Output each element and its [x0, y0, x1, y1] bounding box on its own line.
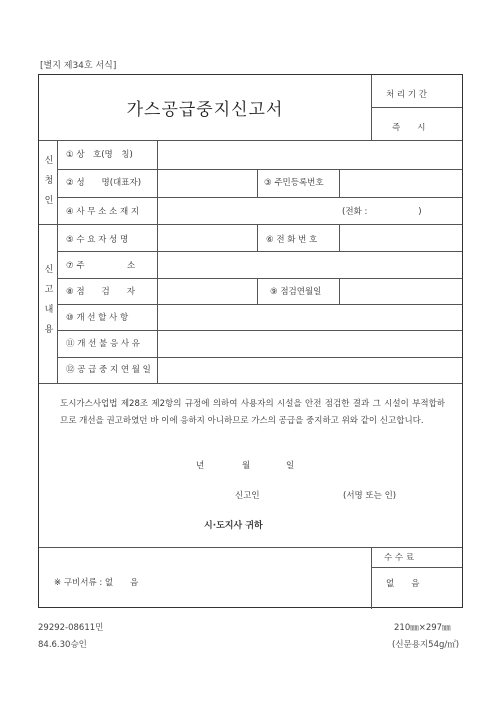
attachments-label: ※ 구비서류 : 없 음 [54, 578, 139, 588]
form-title: 가스공급중지신고서 [126, 100, 284, 120]
signature-hint: (서명 또는 인) [343, 491, 397, 501]
addressee: 시·도지사 귀하 [204, 521, 263, 531]
signature-label: 신고인 [235, 491, 260, 501]
improvements-label: ⑩ 개 선 할 사 항 [66, 313, 129, 323]
fee-label: 수 수 료 [384, 553, 415, 563]
content-section-label: 신고내용 [44, 265, 54, 335]
name-label: ② 성 명(대표자) [66, 178, 142, 188]
processing-period-value: 즉 시 [392, 123, 426, 133]
processing-period-label: 처 리 기 간 [386, 90, 427, 100]
address-label: ⑦ 주 소 [66, 261, 136, 271]
inspector-label: ⑧ 점 검 자 [66, 287, 135, 297]
footer-paper: (신문용지54g/㎡) [392, 640, 460, 650]
footer-code: 29292-08611민 [38, 623, 104, 633]
phone-label: ⑥ 전 화 번 호 [266, 235, 318, 245]
footer-size: 210㎜×297㎜ [394, 623, 451, 633]
supply-stop-date-label: ⑫ 공 급 중 지 연 월 일 [66, 365, 151, 375]
consumer-name-label: ⑤ 수 요 자 성 명 [66, 235, 129, 245]
date-year: 년 [196, 461, 205, 471]
form-label: [별지 제34호 서식] [40, 61, 117, 71]
reporter-section-label: 신청인 [44, 156, 54, 206]
fee-value: 없 음 [386, 579, 420, 589]
non-improvement-reason-label: ⑪ 개 선 불 응 사 유 [66, 339, 140, 349]
resident-no-label: ③ 주민등록번호 [264, 178, 324, 188]
trade-name-label: ① 상 호(명 칭) [66, 150, 133, 160]
statement-text: 도시가스사업법 제28조 제2항의 규정에 의하여 사용자의 시설을 안전 점검한 결과 그 시설이 부적합하므로 개선을 권고하였던 바 이에 응하지 아니하므로 가스의 공급을 중지하고 위와 같이 신고합니다. [60, 399, 445, 426]
date-day: 일 [286, 461, 295, 471]
footer-approval: 84.6.30승인 [38, 640, 87, 650]
inspection-date-label: ⑨ 점검연월일 [270, 287, 322, 297]
phone-hint: (전화 : ) [342, 207, 422, 217]
date-month: 월 [242, 461, 251, 471]
office-address-label: ④ 사 무 소 소 재 지 [66, 207, 140, 217]
